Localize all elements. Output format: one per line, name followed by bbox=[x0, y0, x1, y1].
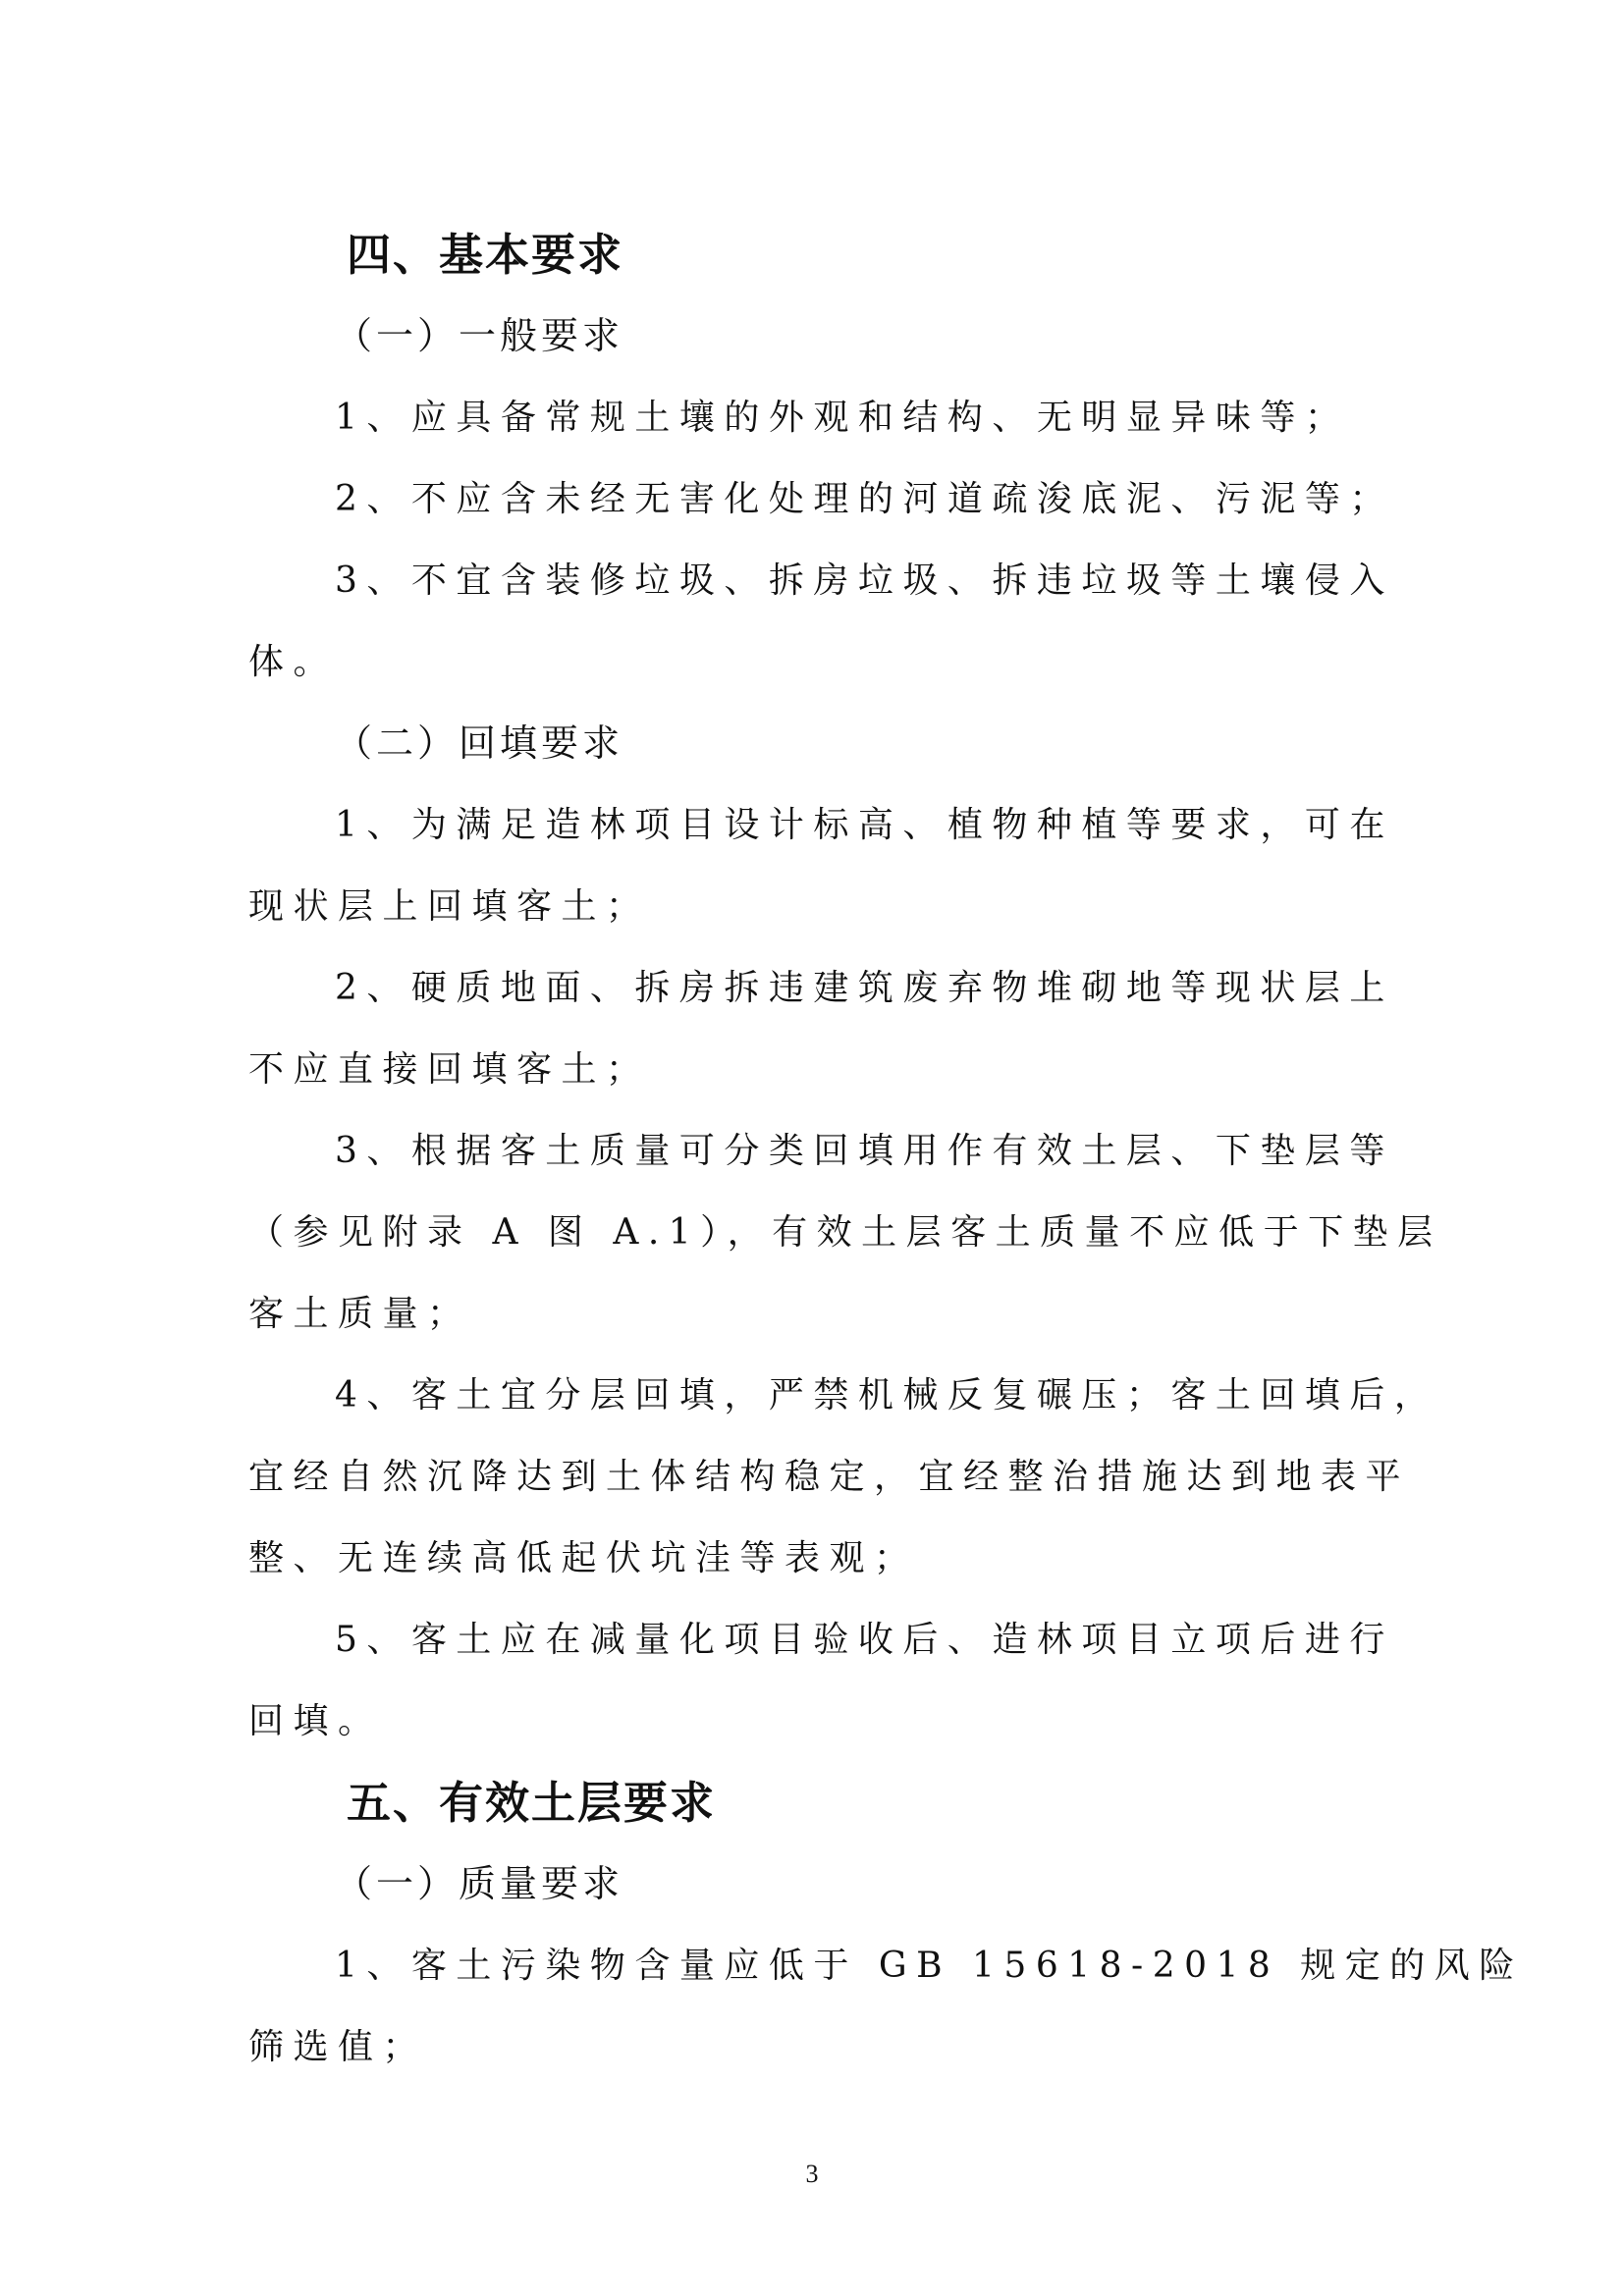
paragraph-line: 1、客土污染物含量应低于 GB 15618-2018 规定的风险 bbox=[335, 1946, 1524, 1986]
section-heading-4: 四、基本要求 bbox=[347, 229, 624, 281]
subsection-heading-quality: （一）质量要求 bbox=[335, 1862, 624, 1905]
paragraph-line: 不应直接回填客土； bbox=[248, 1049, 651, 1090]
paragraph-line: 2、不应含未经无害化处理的河道疏浚底泥、污泥等； bbox=[335, 479, 1394, 519]
paragraph-line: 客土质量； bbox=[248, 1294, 472, 1334]
paragraph-line: 体。 bbox=[248, 642, 339, 682]
paragraph-line: 现状层上回填客土； bbox=[248, 886, 651, 927]
paragraph-line: 2、硬质地面、拆房拆违建筑废弃物堆砌地等现状层上 bbox=[335, 968, 1394, 1008]
page-number: 3 bbox=[805, 2160, 819, 2188]
paragraph-line: 3、根据客土质量可分类回填用作有效土层、下垫层等 bbox=[335, 1131, 1394, 1171]
paragraph-line: 1、为满足造林项目设计标高、植物种植等要求，可在 bbox=[335, 805, 1394, 845]
subsection-heading-backfill: （二）回填要求 bbox=[335, 721, 624, 765]
paragraph-line: 筛选值； bbox=[248, 2027, 428, 2067]
paragraph-line: （参见附录 A 图 A.1），有效土层客土质量不应低于下垫层 bbox=[248, 1212, 1442, 1253]
paragraph-line: 宜经自然沉降达到土体结构稳定，宜经整治措施达到地表平 bbox=[248, 1457, 1411, 1497]
paragraph-line: 回填。 bbox=[248, 1701, 383, 1741]
paragraph-line: 整、无连续高低起伏坑洼等表观； bbox=[248, 1538, 919, 1578]
section-heading-5: 五、有效土层要求 bbox=[347, 1777, 717, 1829]
subsection-heading-general: （一）一般要求 bbox=[335, 314, 624, 357]
document-page bbox=[248, 214, 1524, 2088]
paragraph-line: 5、客土应在减量化项目验收后、造林项目立项后进行 bbox=[335, 1620, 1394, 1660]
paragraph-line: 1、应具备常规土壤的外观和结构、无明显异味等； bbox=[335, 398, 1350, 438]
paragraph-line: 3、不宜含装修垃圾、拆房垃圾、拆违垃圾等土壤侵入 bbox=[335, 561, 1394, 601]
paragraph-line: 4、客土宜分层回填，严禁机械反复碾压；客土回填后， bbox=[335, 1375, 1439, 1415]
